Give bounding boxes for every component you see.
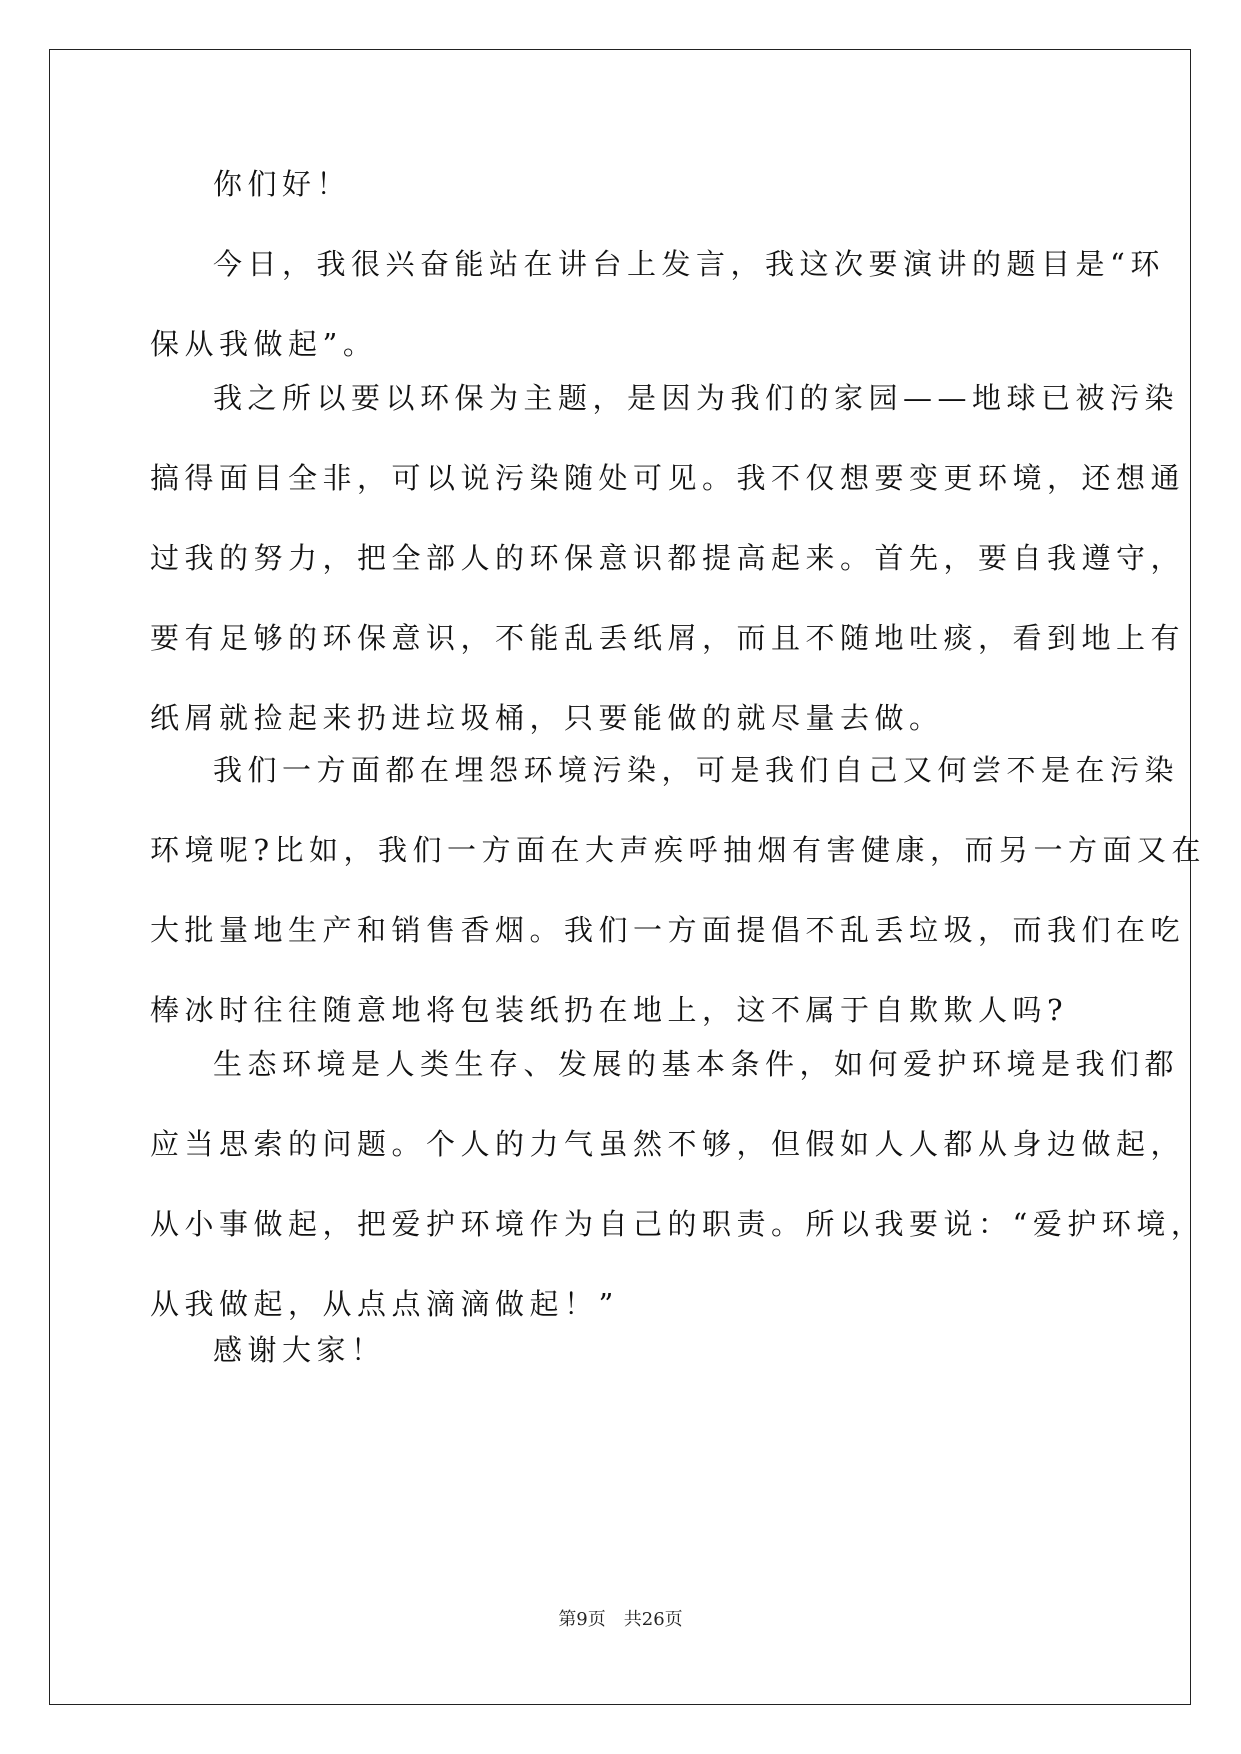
paragraph-line: 我之所以要以环保为主题，是因为我们的家园——地球已被污染 (213, 381, 1180, 415)
paragraph-line: 应当思索的问题。个人的力气虽然不够，但假如人人都从身边做起， (150, 1127, 1186, 1161)
paragraph-line: 纸屑就捡起来扔进垃圾桶，只要能做的就尽量去做。 (150, 701, 944, 735)
thanks-paragraph (150, 1310, 1110, 1390)
pollution-paragraph (150, 730, 1207, 1050)
paragraph-line: 我们一方面都在埋怨环境污染，可是我们自己又何尝不是在污染 (213, 753, 1180, 787)
paragraph-line: 棒冰时往往随意地将包装纸扔在地上，这不属于自欺欺人吗? (150, 993, 1069, 1027)
paragraph-line: 从我做起，从点点滴滴做起！” (150, 1287, 619, 1321)
environment-paragraph (150, 1024, 1206, 1344)
paragraph-line: 搞得面目全非，可以说污染随处可见。我不仅想要变更环境，还想通 (150, 461, 1186, 495)
paragraph-line: 今日，我很兴奋能站在讲台上发言，我这次要演讲的题目是“环 (213, 247, 1165, 281)
paragraph-line: 感谢大家！ (213, 1333, 386, 1367)
paragraph-line: 你们好！ (213, 167, 352, 201)
paragraph-line: 环境呢?比如，我们一方面在大声疾呼抽烟有害健康，而另一方面又在 (150, 833, 1207, 867)
reason-paragraph (150, 358, 1186, 758)
paragraph-line: 过我的努力，把全部人的环保意识都提高起来。首先，要自我遵守， (150, 541, 1186, 575)
paragraph-line: 保从我做起”。 (150, 327, 378, 361)
page-number-label: 第9页 共26页 (558, 1609, 683, 1630)
paragraph-line: 要有足够的环保意识，不能乱丢纸屑，而且不随地吐痰，看到地上有 (150, 621, 1186, 655)
paragraph-line: 生态环境是人类生存、发展的基本条件，如何爱护环境是我们都 (213, 1047, 1180, 1081)
paragraph-line: 从小事做起，把爱护环境作为自己的职责。所以我要说：“爱护环境， (150, 1207, 1206, 1241)
paragraph-line: 大批量地生产和销售香烟。我们一方面提倡不乱丢垃圾，而我们在吃 (150, 913, 1186, 947)
page-footer (0, 1608, 1241, 1632)
greeting-paragraph (150, 144, 1110, 224)
